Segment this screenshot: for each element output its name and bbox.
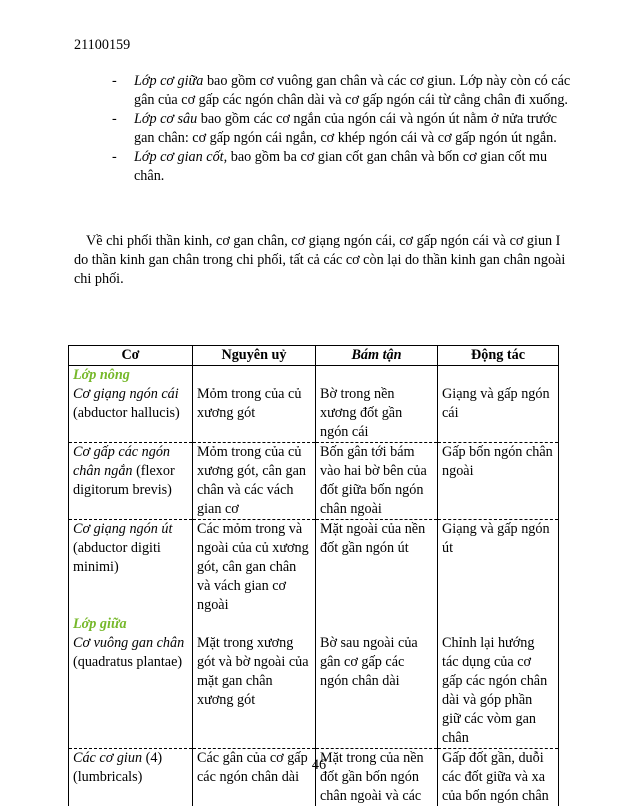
- action-text: Giạng và gấp ngón cái: [442, 386, 550, 421]
- layer-term: Lớp cơ giữa: [134, 73, 203, 89]
- muscle-latin: (abductor digiti minimi): [73, 540, 161, 575]
- header-insertion: Bám tận: [316, 346, 438, 366]
- group-label: Lớp nông: [73, 366, 188, 385]
- origin-text: Mỏm trong của củ xương gót: [197, 386, 301, 421]
- layer-description: bao gồm ba cơ gian cốt gan chân và bốn cơ gian cốt mu chân.: [134, 149, 547, 184]
- table-header-row: [69, 346, 559, 366]
- muscle-latin: (flexor digitorum brevis): [73, 463, 175, 498]
- action-cell: Gấp bốn ngón chân ngoài: [438, 443, 559, 520]
- muscle-cell: [69, 366, 193, 443]
- origin-cell: Các mỏm trong và ngoài của củ xương gót, cân gan chân và vách gian cơ ngoài: [193, 520, 316, 616]
- layer-description: bao gồm cơ vuông gan chân và các cơ giun. Lớp này còn có các gân của cơ gấp các ngón chân dài và cơ gấp ngón cái từ cẳng chân đi xuống.: [134, 73, 570, 108]
- origin-cell: Mỏm trong của củ xương gót, cân gan chân và các vách gian cơ: [193, 443, 316, 520]
- muscle-cell: [69, 615, 193, 749]
- action-cell: [438, 615, 559, 749]
- muscle-cell: [69, 520, 193, 616]
- muscle-cell: [69, 443, 193, 520]
- bullet-dash: -: [112, 148, 117, 167]
- muscle-name: Cơ giạng ngón út: [73, 521, 172, 537]
- insertion-cell: [316, 615, 438, 749]
- muscle-latin: (4) (lumbricals): [73, 750, 162, 785]
- insertion-cell: Mặt trong của nền đốt gần bốn ngón chân ngoài và các: [316, 749, 438, 806]
- list-item: [112, 148, 572, 186]
- insertion-cell: Bốn gân tới bám vào hai bờ bên của đốt giữa bốn ngón chân ngoài: [316, 443, 438, 520]
- action-cell: Giạng và gấp ngón út: [438, 520, 559, 616]
- header-origin: Nguyên uỷ: [193, 346, 316, 366]
- muscle-latin: (abductor hallucis): [73, 405, 180, 421]
- document-id: 21100159: [74, 36, 130, 55]
- action-text: Chỉnh lại hướng tác dụng của cơ gấp các ngón chân dài và góp phần giữ các vòm gan chân: [442, 635, 547, 746]
- layer-description: bao gồm các cơ ngắn của ngón cái và ngón út nằm ở nửa trước gan chân: cơ gấp ngón cái ngắn, cơ khép ngón cái và cơ gấp ngón út ngắn.: [134, 111, 557, 146]
- origin-cell: [193, 366, 316, 443]
- layer-term: Lớp cơ sâu: [134, 111, 197, 127]
- layer-term: Lớp cơ gian cốt,: [134, 149, 227, 165]
- group-label: Lớp giữa: [73, 615, 188, 634]
- action-cell: [438, 366, 559, 443]
- insertion-cell: Mặt ngoài của nền đốt gần ngón út: [316, 520, 438, 616]
- muscle-name: Cơ giạng ngón cái: [73, 386, 179, 402]
- header-action: Động tác: [438, 346, 559, 366]
- list-item: [112, 72, 572, 110]
- innervation-paragraph: Về chi phối thần kinh, cơ gan chân, cơ giạng ngón cái, cơ gấp ngón cái và cơ giun I do thần kinh gan chân trong chi phối, tất cả các cơ còn lại do thần kinh gan chân ngoài chi phối.: [74, 232, 570, 289]
- muscle-name: Các cơ giun: [73, 750, 142, 766]
- insertion-cell: [316, 366, 438, 443]
- bullet-dash: -: [112, 110, 117, 129]
- layer-list: [112, 72, 572, 186]
- insertion-text: Bờ sau ngoài của gân cơ gấp các ngón chân dài: [320, 635, 418, 689]
- insertion-text: Bờ trong nền xương đốt gần ngón cái: [320, 386, 402, 440]
- bullet-dash: -: [112, 72, 117, 91]
- muscle-name: Cơ gấp các ngón chân ngắn: [73, 444, 170, 479]
- header-muscle: Cơ: [69, 346, 193, 366]
- origin-cell: Các gân của cơ gấp các ngón chân dài: [193, 749, 316, 806]
- muscle-table: [68, 345, 559, 806]
- origin-text: Mặt trong xương gót và bờ ngoài của mặt gan chân xương gót: [197, 635, 309, 708]
- table-row: [69, 443, 559, 520]
- table-row: [69, 615, 559, 749]
- action-cell: Gấp đốt gần, duỗi các đốt giữa và xa của bốn ngón chân: [438, 749, 559, 806]
- table-row: [69, 366, 559, 443]
- muscle-latin: (quadratus plantae): [73, 654, 182, 670]
- origin-cell: [193, 615, 316, 749]
- page-number: 46: [0, 756, 638, 775]
- list-item: [112, 110, 572, 148]
- muscle-name: Cơ vuông gan chân: [73, 635, 184, 651]
- table-row: [69, 520, 559, 616]
